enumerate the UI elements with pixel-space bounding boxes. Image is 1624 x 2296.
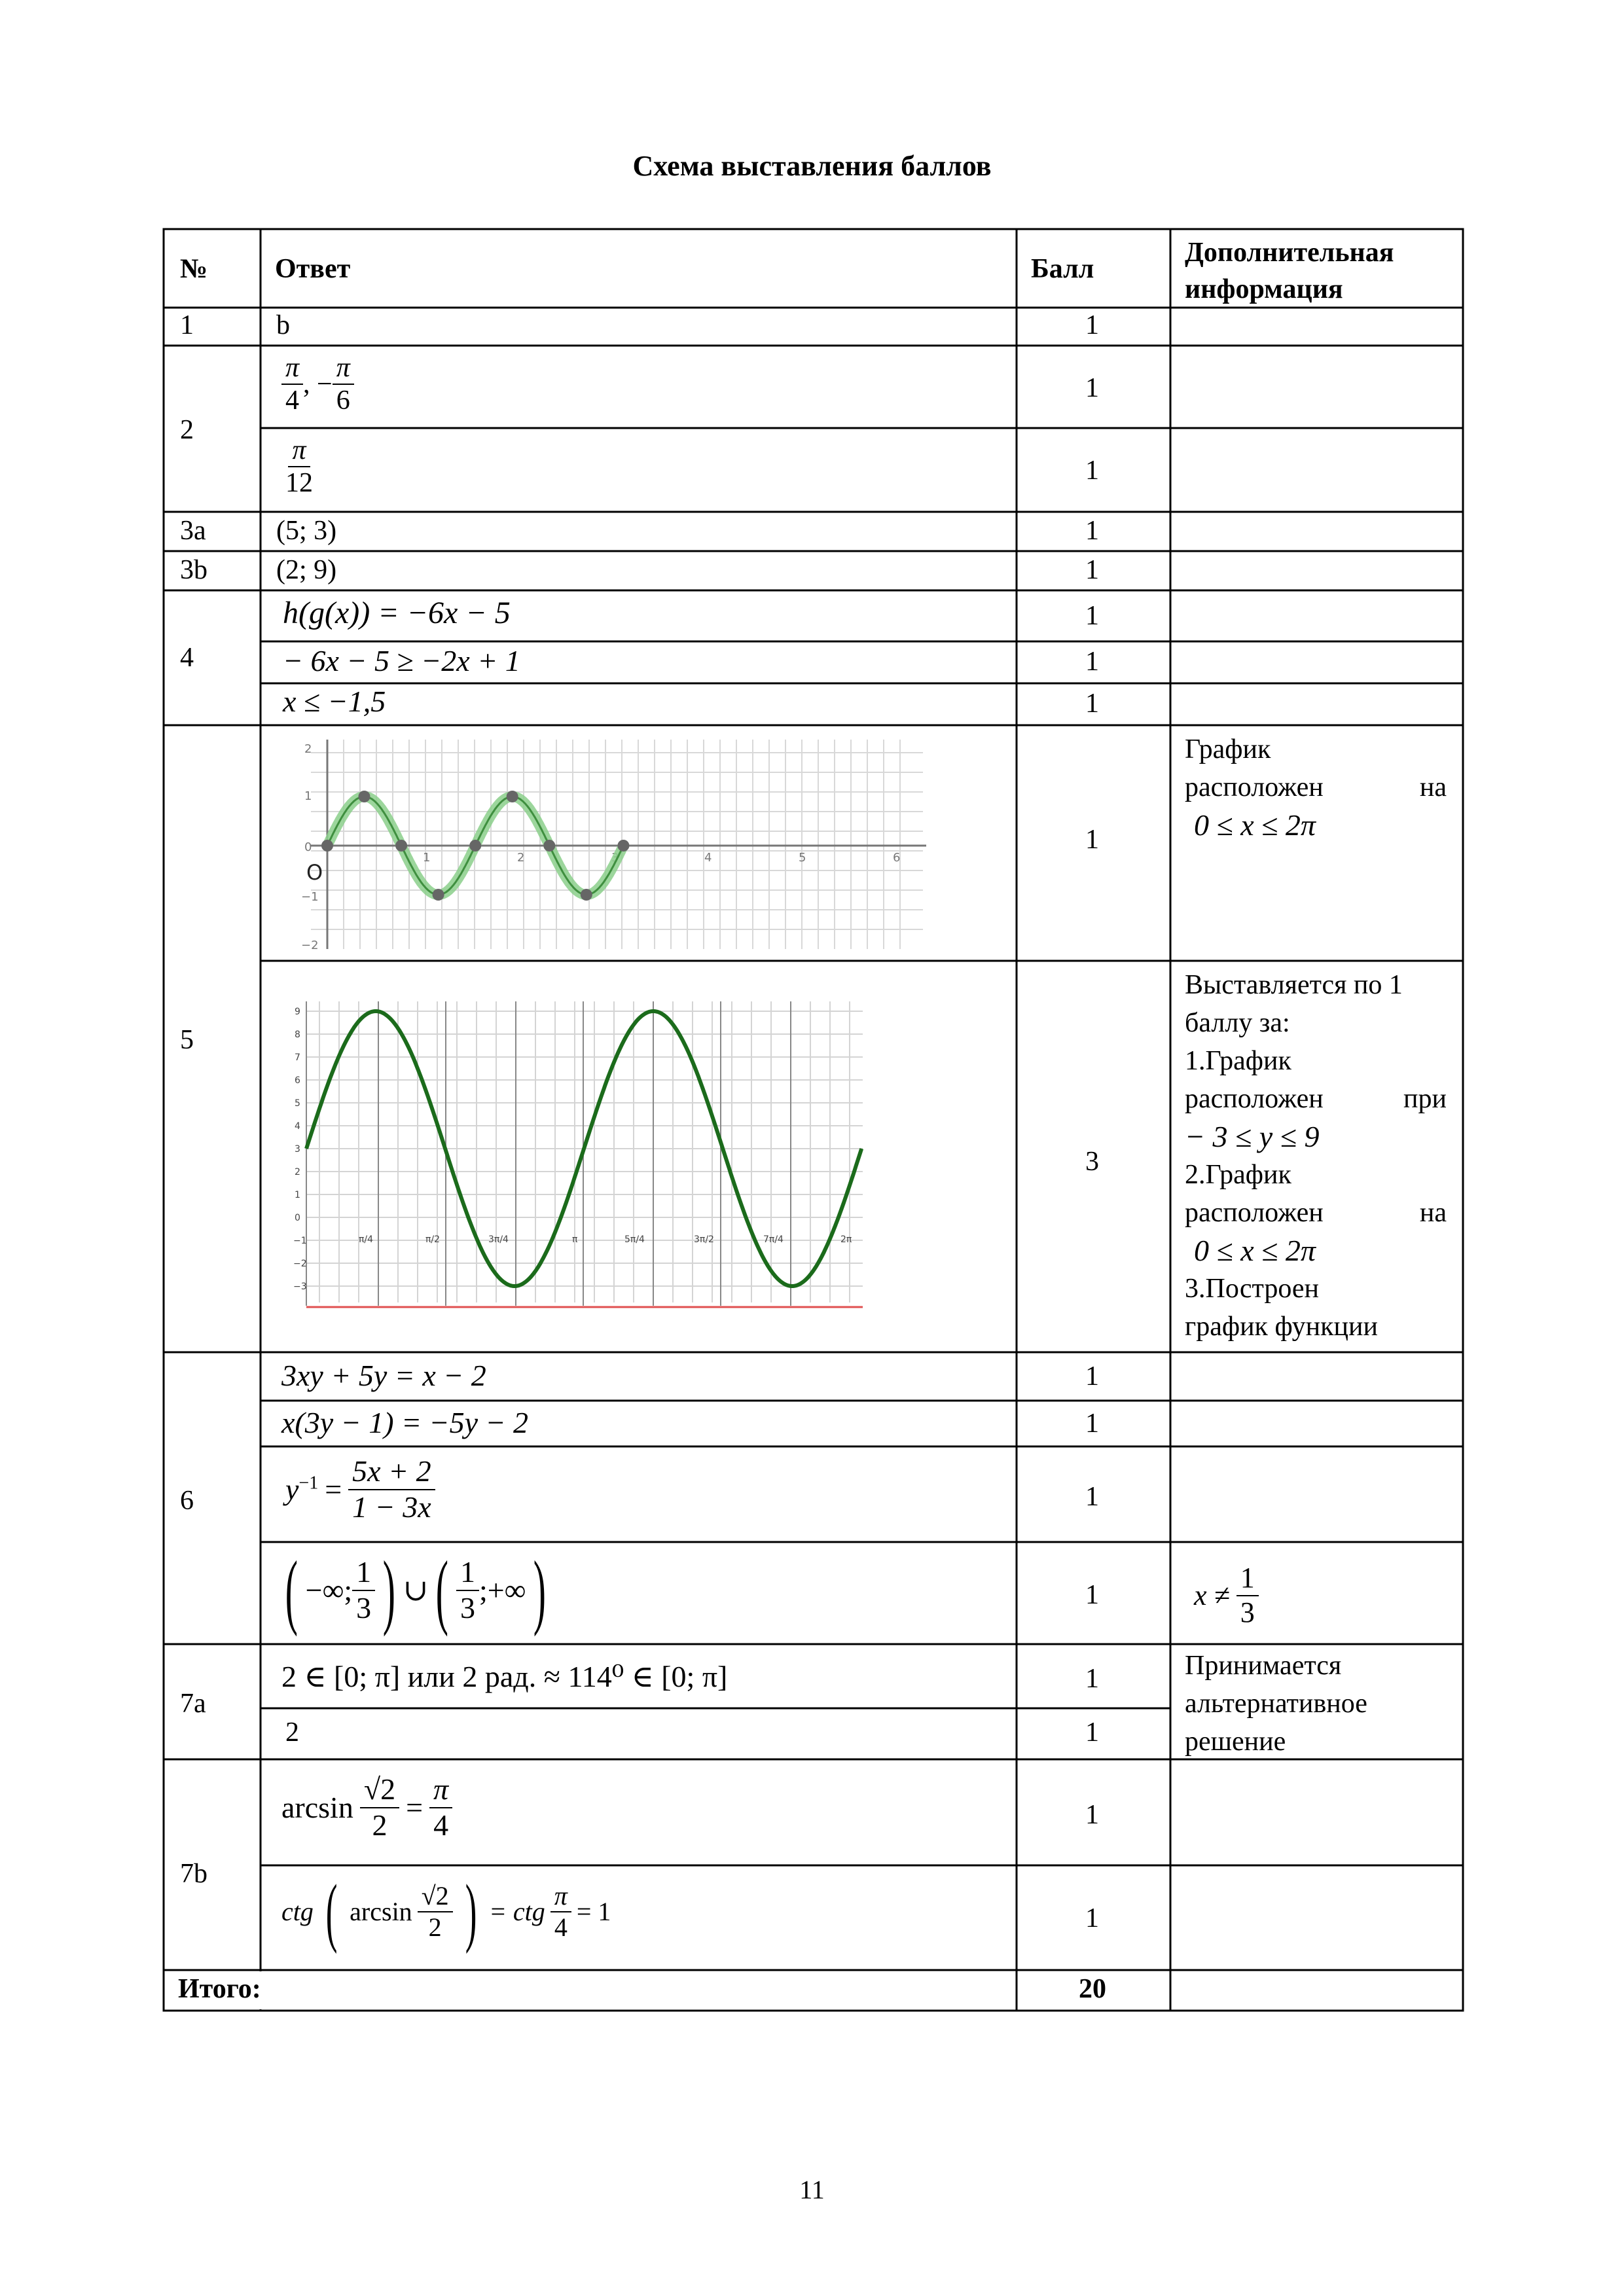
total-score: 20 [1079,1974,1106,2004]
g2-ytick: 1 [295,1190,300,1200]
g1-ytick: 0 [304,840,312,854]
graph1-point [433,889,444,901]
page-number: 11 [799,2175,825,2204]
graph-sine-large [293,995,869,1316]
row5-score2: 3 [1085,1147,1099,1177]
g1-origin-label: O [306,860,323,885]
header-info: Дополнительная информация [1185,238,1394,304]
row6-answer2: x(3y − 1) = −5y − 2 [281,1406,529,1439]
row2-answer1: $\frac{\pi}{4}$ , − $\frac{\pi}{6}$ [281,352,354,417]
g2-ytick: 7 [295,1052,300,1063]
row6-score3: 1 [1085,1482,1099,1512]
row6-answer3: $y^{-1}$ = $\frac{5x + 2}{1 - 3x}$ [285,1454,435,1525]
g2-xtick: π/2 [425,1234,441,1245]
total-label: Итого: [178,1974,261,2004]
row3a-num: 3a [180,516,206,546]
row4-score1: 1 [1085,601,1099,631]
g2-ytick: −1 [293,1236,307,1246]
row4-answer3: x ≤ −1,5 [283,685,386,718]
row7b-answer1: arcsin $\frac{√2}{2}$ = $\frac{\pi}{4}$ [281,1772,452,1843]
graph1-point [543,840,555,852]
row3b-score: 1 [1085,555,1099,585]
row6-answer1: 3xy + 5y = x − 2 [281,1359,486,1392]
g1-xtick: 5 [799,851,806,865]
g2-ytick: 8 [295,1030,300,1040]
header-num: № [180,254,208,284]
row7a-score2: 1 [1085,1717,1099,1748]
g2-ytick: −2 [293,1259,307,1269]
g2-ytick: 2 [295,1167,300,1177]
row4-answer2: − 6x − 5 ≥ −2x + 1 [283,644,520,677]
row7a-num: 7a [180,1689,206,1719]
g1-ytick: 1 [304,789,312,803]
graph1-point [469,840,481,852]
row7a-info: Принимается альтернативное решение [1185,1651,1367,1757]
row5-info1: График расположен на 0 ≤ x ≤ 2π [1185,734,1447,842]
g1-ytick: −2 [301,939,319,952]
row1-num: 1 [180,310,194,340]
g1-xtick: 6 [893,851,901,865]
row1-answer: b [276,310,290,340]
row6-info4: x ≠ $\frac{1}{3}$ [1194,1562,1259,1629]
row4-score3: 1 [1085,689,1099,719]
row5-num: 5 [180,1025,194,1055]
row6-score2: 1 [1085,1408,1099,1439]
g2-xtick: π [572,1234,578,1245]
row7b-answer2: ctg ( arcsin $\frac{√2}{2}$ ) = ctg $\frac{\pi}{4}$ = 1 [281,1869,611,1954]
row7b-num: 7b [180,1859,208,1889]
row5-score1: 1 [1085,825,1099,855]
row3b-answer: (2; 9) [276,555,337,585]
row3a-answer: (5; 3) [276,516,337,546]
header-score: Балл [1031,254,1094,284]
g2-ytick: 3 [295,1144,300,1155]
graph1-point [395,840,407,852]
header-answer: Ответ [275,254,351,284]
row1-score: 1 [1085,310,1099,340]
row7b-score2: 1 [1085,1903,1099,1933]
row7a-score1: 1 [1085,1664,1099,1694]
graph1-point [581,889,592,901]
row7a-answer1: 2 ∈ [0; π] или 2 рад. ≈ 114⁰ ∈ [0; π] [281,1660,728,1693]
g2-ytick: 4 [295,1121,300,1132]
graph1-point [321,840,333,852]
g1-xtick: 2 [517,851,525,865]
row3b-num: 3b [180,555,208,585]
g1-ytick: −1 [301,890,319,904]
graph-sine-small [275,733,929,956]
g2-xtick: 5π/4 [624,1234,645,1245]
g1-ytick: 2 [304,742,312,756]
g2-ytick: 0 [295,1213,300,1223]
row6-score1: 1 [1085,1361,1099,1391]
row7b-score1: 1 [1085,1800,1099,1830]
row4-score2: 1 [1085,647,1099,677]
row2-score2: 1 [1085,456,1099,486]
g2-xtick: 7π/4 [763,1234,784,1245]
g1-xtick: 4 [704,851,712,865]
graph1-point [507,791,518,802]
graph1-point [617,840,629,852]
row2-score1: 1 [1085,373,1099,403]
g2-ytick: 9 [295,1007,300,1017]
graph1-point [359,791,370,802]
row2-answer2: $\frac{\pi}{12}$ [285,435,313,499]
g2-xtick: 3π/4 [488,1234,509,1245]
g2-ytick: 5 [295,1098,300,1109]
g2-xtick: π/4 [359,1234,374,1245]
g1-xtick: 1 [423,851,431,865]
row2-num: 2 [180,415,194,445]
row3a-score: 1 [1085,516,1099,546]
row6-num: 6 [180,1486,194,1516]
g2-xtick: 2π [840,1234,852,1245]
row6-answer4: ( −∞; $\frac{1}{3}$ ) ∪ ( $\frac{1}{3}$ ;+∞ ) [285,1544,547,1637]
row7a-answer2: 2 [285,1717,299,1748]
g2-xtick: 3π/2 [694,1234,714,1245]
row5-info2: Выставляется по 1 баллу за: 1.График расположен при − 3 ≤ y ≤ 9 2.График расположен на 0 ≤ x ≤ 2π 3.Построен график функции [1185,970,1447,1342]
row4-num: 4 [180,643,194,673]
g1-xtick: 3 [611,851,619,865]
page-title: Схема выставления баллов [632,150,992,182]
row4-answer1: h(g(x)) = −6x − 5 [283,596,511,630]
row6-score4: 1 [1085,1580,1099,1610]
g2-ytick: 6 [295,1075,300,1086]
g2-ytick: −3 [293,1282,307,1292]
